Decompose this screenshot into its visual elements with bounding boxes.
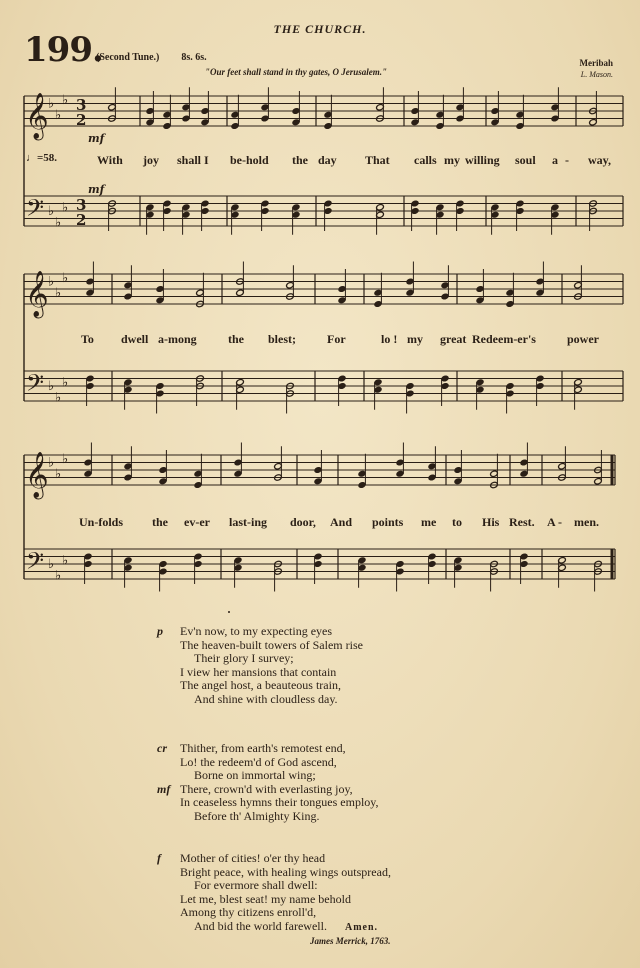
running-head: THE CHURCH. bbox=[273, 22, 367, 36]
time-signature-denominator: 2 bbox=[76, 111, 87, 129]
dynamic-mark: f bbox=[157, 851, 161, 865]
stanza-line bbox=[194, 652, 363, 666]
lyric-syllable: the bbox=[292, 153, 308, 167]
flat-icon: ♭ bbox=[48, 379, 55, 394]
lyric-syllable: my bbox=[407, 332, 423, 346]
time-signature-denominator: 2 bbox=[76, 211, 87, 229]
tune-name: Meribah bbox=[579, 58, 613, 68]
lyric-syllable: Redeem-er's bbox=[472, 332, 536, 346]
stanza-line-text: Let me, blest seat! my name behold bbox=[180, 891, 351, 906]
flat-icon: ♭ bbox=[62, 200, 69, 216]
lyric-syllable: calls bbox=[414, 153, 437, 167]
lyric-syllable: be-hold bbox=[230, 153, 269, 167]
flat-icon: ♭ bbox=[62, 375, 69, 391]
flat-icon: ♭ bbox=[55, 107, 62, 123]
stanza-line-text: In ceaseless hymns their tongues employ, bbox=[180, 795, 379, 810]
bass-clef-icon: 𝄢 bbox=[26, 194, 45, 227]
lyric-syllable: A bbox=[547, 515, 556, 529]
bass-staff bbox=[24, 371, 623, 401]
lyric-syllable: power bbox=[567, 332, 599, 346]
treble-clef-icon: 𝄞 bbox=[25, 452, 49, 498]
flat-icon: ♭ bbox=[62, 270, 69, 286]
lyric-syllable: soul bbox=[515, 153, 536, 167]
flat-icon: ♭ bbox=[48, 274, 55, 290]
lyric-syllable: joy bbox=[143, 153, 159, 167]
stanza-line bbox=[180, 639, 363, 653]
stanza-line bbox=[194, 769, 379, 783]
lyric-syllable: last-ing bbox=[229, 515, 268, 529]
lyric-syllable: door, bbox=[290, 515, 316, 529]
stanza-line-text: Bright peace, with healing wings outspread, bbox=[180, 864, 391, 879]
stanza-line bbox=[180, 679, 363, 693]
stanza-line bbox=[180, 866, 391, 880]
lyric-syllable: great bbox=[440, 332, 467, 346]
stanza-line-text: Ev'n now, to my expecting eyes bbox=[180, 624, 333, 638]
treble-staff bbox=[24, 96, 623, 126]
stanza-line-text: Mother of cities! o'er thy head bbox=[180, 851, 326, 865]
flat-icon: ♭ bbox=[55, 285, 62, 301]
lyric-syllable: a bbox=[552, 153, 558, 167]
time-signature-numerator: 3 bbox=[76, 96, 87, 114]
stanza-line-text: Among thy citizens enroll'd, bbox=[180, 905, 317, 920]
stanza-line-text: The angel host, a beauteous train, bbox=[180, 678, 341, 693]
stanza-line bbox=[157, 851, 391, 866]
flat-icon: ♭ bbox=[48, 96, 55, 112]
stanza-line-text: For evermore shall dwell: bbox=[194, 878, 318, 893]
stanza-line bbox=[157, 624, 363, 639]
flat-icon: ♭ bbox=[55, 466, 62, 482]
stanza-1 bbox=[157, 624, 363, 707]
flat-icon: ♭ bbox=[62, 553, 69, 569]
stanza-line bbox=[194, 693, 363, 707]
stanza-line bbox=[180, 796, 379, 810]
lyric-syllable: way, bbox=[588, 153, 612, 167]
lyric-syllable: And bbox=[330, 515, 353, 529]
dynamic-mark: cr bbox=[157, 741, 167, 755]
stanza-line-text: There, crown'd with everlasting joy, bbox=[180, 781, 353, 796]
lyric-syllable: shall I bbox=[177, 153, 209, 167]
dynamic-mf: mf bbox=[88, 132, 105, 145]
stanza-line bbox=[180, 906, 391, 920]
lyric-syllable: men. bbox=[574, 515, 599, 529]
stanza-line bbox=[180, 756, 379, 770]
flat-icon: ♭ bbox=[48, 557, 55, 572]
epigraph: "Our feet shall stand in thy gates, O Jerusalem." bbox=[205, 67, 388, 77]
lyric-syllable: With bbox=[97, 153, 123, 167]
bass-clef-icon: 𝄢 bbox=[26, 369, 45, 402]
lyric-syllable: - bbox=[558, 515, 562, 529]
treble-clef-icon: 𝄞 bbox=[25, 93, 49, 139]
lyric-syllable: His bbox=[482, 515, 500, 529]
lyric-syllable: my bbox=[444, 153, 460, 167]
lyric-syllable: Un-folds bbox=[79, 515, 124, 529]
flat-icon: ♭ bbox=[62, 451, 69, 467]
lyric-syllable: For bbox=[327, 332, 346, 346]
lyric-syllable: ev-er bbox=[184, 515, 210, 529]
stanza-line-text: Borne on immortal wing; bbox=[194, 768, 316, 783]
lyric-syllable: lo ! bbox=[381, 332, 398, 346]
composer: L. Mason. bbox=[580, 70, 613, 79]
stanza-line-text: Lo! the redeem'd of God ascend, bbox=[180, 754, 337, 769]
lyric-syllable: - bbox=[565, 153, 569, 167]
stanza-line-text: The heaven-built towers of Salem rise bbox=[180, 637, 363, 652]
stanza-line-text: Before th' Almighty King. bbox=[194, 808, 320, 823]
flat-icon: ♭ bbox=[55, 568, 62, 584]
lyric-syllable: me bbox=[421, 515, 437, 529]
meter: 8s. 6s. bbox=[181, 52, 207, 63]
stanza-3 bbox=[157, 851, 391, 935]
lyric-syllable: To bbox=[81, 332, 94, 346]
stanza-line bbox=[194, 810, 379, 824]
time-signature-numerator: 3 bbox=[76, 196, 87, 214]
stanza-line-text: Their glory I survey; bbox=[194, 651, 294, 666]
stanza-line-text: Thither, from earth's remotest end, bbox=[180, 741, 346, 755]
author-attribution: James Merrick, 1763. bbox=[310, 936, 391, 946]
stanza-line bbox=[157, 741, 379, 756]
flat-icon: ♭ bbox=[48, 204, 55, 219]
stanza-line bbox=[180, 666, 363, 680]
stanza-2 bbox=[157, 741, 379, 824]
hymn-number: 199. bbox=[24, 30, 103, 70]
lyric-syllable: blest; bbox=[268, 332, 296, 346]
bass-clef-icon: 𝄢 bbox=[26, 547, 45, 580]
lyric-syllable: dwell bbox=[121, 332, 149, 346]
flat-icon: ♭ bbox=[55, 390, 62, 406]
treble-clef-icon: 𝄞 bbox=[25, 271, 49, 317]
lyric-syllable: points bbox=[372, 515, 404, 529]
lyric-syllable: day bbox=[318, 153, 337, 167]
stanza-line bbox=[180, 893, 391, 907]
stanza-line bbox=[194, 920, 391, 935]
dynamic-mark: mf bbox=[157, 781, 171, 796]
stanza-line-text: And shine with cloudless day. bbox=[194, 691, 338, 706]
lyric-syllable: the bbox=[152, 515, 168, 529]
lyric-syllable: a-mong bbox=[158, 332, 197, 346]
stanza-line bbox=[194, 879, 391, 893]
flat-icon: ♭ bbox=[62, 92, 69, 108]
flat-icon: ♭ bbox=[48, 455, 55, 471]
tune-note: (Second Tune.) bbox=[96, 52, 160, 63]
lyric-syllable: That bbox=[365, 153, 390, 167]
lyric-syllable: to bbox=[452, 515, 462, 529]
amen-mark: Amen. bbox=[344, 921, 379, 933]
tempo-mark: ♩=58. bbox=[26, 152, 58, 164]
stanza-line-text: I view her mansions that contain bbox=[180, 664, 337, 679]
lyric-syllable: willing bbox=[465, 153, 500, 167]
stanza-line bbox=[157, 781, 379, 797]
lyric-syllable: the bbox=[228, 332, 244, 346]
treble-staff bbox=[24, 274, 623, 304]
stanza-line-text: And bid the world farewell. bbox=[194, 918, 327, 933]
lyric-syllable: Rest. bbox=[509, 515, 535, 529]
ink-dot bbox=[228, 611, 230, 613]
dynamic-mf: mf bbox=[88, 183, 105, 196]
flat-icon: ♭ bbox=[55, 215, 62, 231]
dynamic-mark: p bbox=[157, 624, 163, 638]
